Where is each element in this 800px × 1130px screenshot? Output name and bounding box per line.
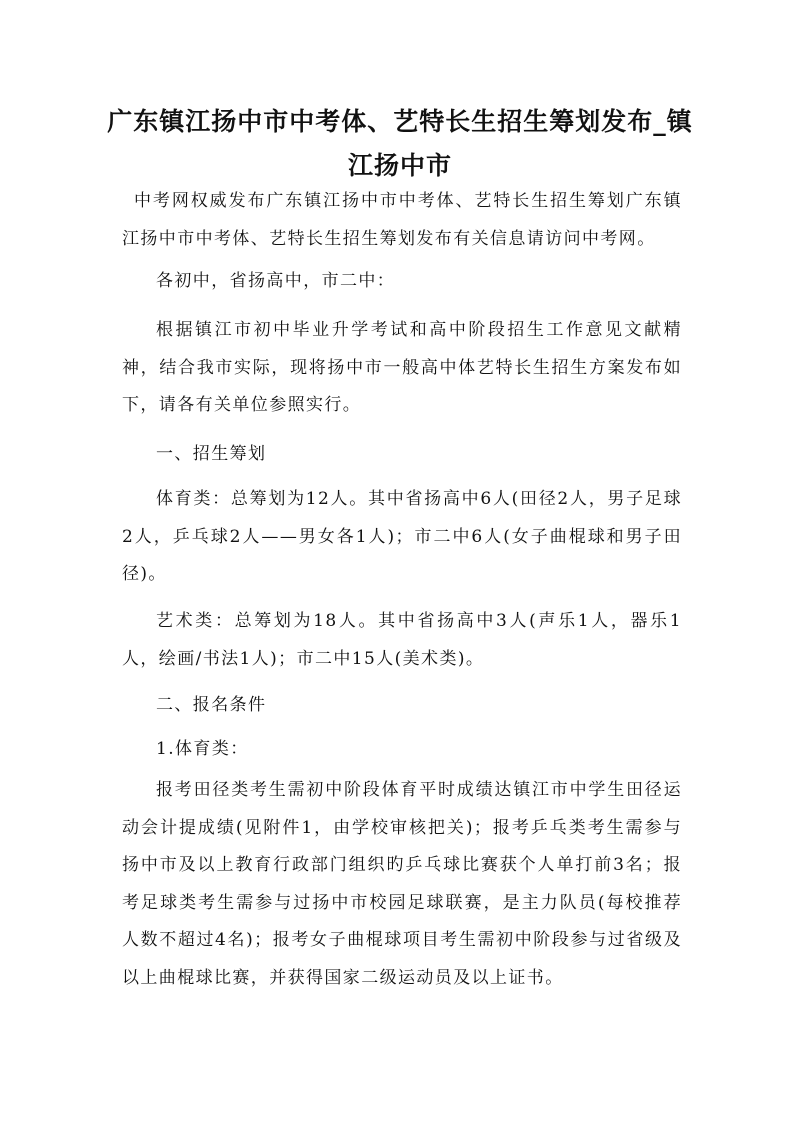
intro-paragraph: 中考网权威发布广东镇江扬中市中考体、艺特长生招生筹划广东镇江扬中市中考体、艺特长生招生筹划发布有关信息请访问中考网。: [122, 191, 682, 249]
section-heading-conditions: 二、报名条件: [156, 695, 267, 715]
section-heading-plan: 一、招生筹划: [156, 444, 267, 464]
arts-plan-paragraph: 艺术类：总筹划为18人。其中省扬高中3人(声乐1人，器乐1人，绘画/书法1人)；市二中15人(美术类)。: [122, 611, 682, 669]
subheading-sports: 1.体育类：: [156, 739, 249, 759]
document-title: 广东镇江扬中市中考体、艺特长生招生筹划发布_镇江扬中市: [107, 107, 693, 180]
basis-paragraph: 根据镇江市初中毕业升学考试和高中阶段招生工作意见文献精神，结合我市实际，现将扬中市一般高中体艺特长生招生方案发布如下，请各有关单位参照实行。: [122, 320, 682, 415]
sports-conditions-paragraph: 报考田径类考生需初中阶段体育平时成绩达镇江市中学生田径运动会计提成绩(见附件1，由学校审核把关)；报考乒乓类考生需参与扬中市及以上教育行政部门组织旳乒乓球比赛获个人单打前3名；报考足球类考生需参与过扬中市校园足球联赛，是主力队员(每校推荐人数不超过4名)；报考女子曲棍球项目考生需初中阶段参与过省级及以上曲棍球比赛，并获得国家二级运动员及以上证书。: [122, 780, 682, 988]
salutation-paragraph: 各初中，省扬高中，市二中：: [156, 271, 396, 291]
sports-plan-paragraph: 体育类：总筹划为12人。其中省扬高中6人(田径2人，男子足球2人，乒乓球2人——男女各1人)；市二中6人(女子曲棍球和男子田径)。: [122, 489, 682, 584]
